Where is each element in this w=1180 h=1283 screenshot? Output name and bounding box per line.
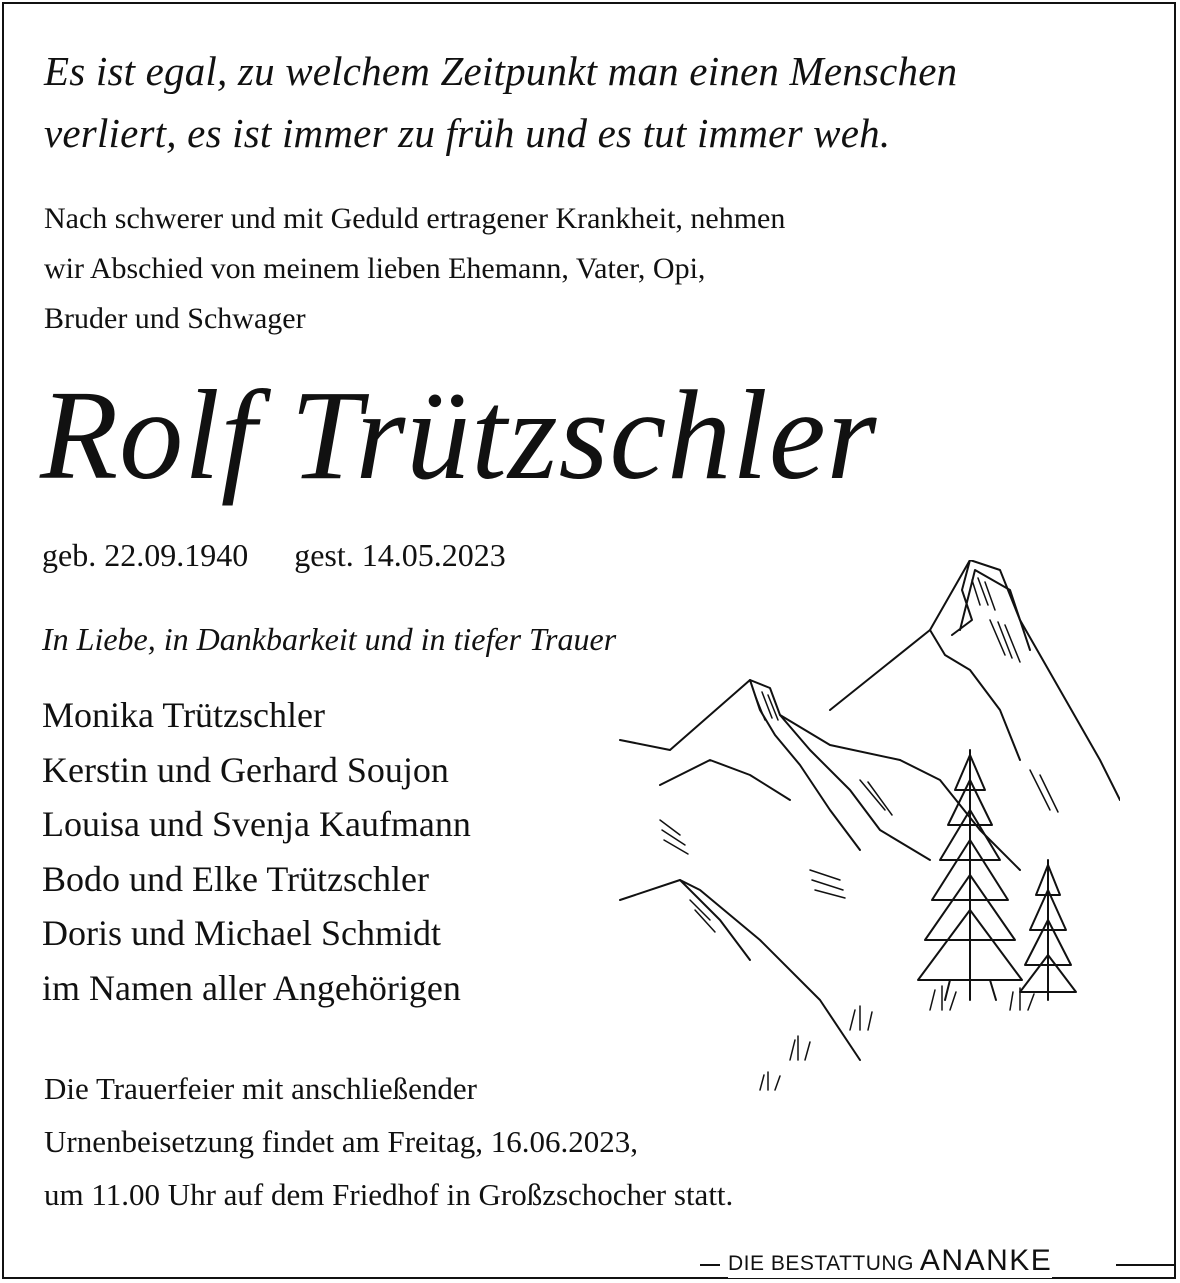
- footer-rule-right: [1116, 1264, 1176, 1266]
- funeral-home-logo: [728, 1244, 1052, 1278]
- ceremony-line-1: Die Trauerfeier mit anschließender: [44, 1071, 477, 1106]
- footer-rule-left: [700, 1264, 720, 1266]
- mourner-item: im Namen aller Angehörigen: [42, 967, 461, 1008]
- mourner-item: Louisa und Svenja Kaufmann: [42, 804, 471, 844]
- life-dates: [42, 530, 506, 580]
- ceremony-line-2: Urnenbeisetzung findet am Freitag, 16.06.2023,: [44, 1124, 639, 1159]
- footer-brand: ANANKE: [919, 1244, 1053, 1277]
- intro-line-2: wir Abschied von meinem lieben Ehemann, Vater, Opi,: [44, 252, 706, 285]
- mourner-item: Kerstin und Gerhard Soujon: [42, 749, 449, 790]
- mountain-landscape-icon: [600, 560, 1120, 1100]
- mourners-list: [42, 688, 471, 1015]
- ceremony-info: [44, 1062, 733, 1221]
- intro-text: [44, 194, 1144, 344]
- footer-prefix: DIE BESTATTUNG: [728, 1252, 914, 1275]
- mourner-item: Bodo und Elke Trützschler: [42, 858, 429, 899]
- birth-date: geb. 22.09.1940: [42, 537, 249, 573]
- opening-quote: [44, 40, 1144, 164]
- intro-line-3: Bruder und Schwager: [44, 302, 306, 335]
- dedication-line: In Liebe, in Dankbarkeit und in tiefer Trauer: [42, 621, 617, 657]
- quote-line-1: Es ist egal, zu welchem Zeitpunkt man einen Menschen: [44, 48, 958, 94]
- intro-line-1: Nach schwerer und mit Geduld ertragener Krankheit, nehmen: [44, 202, 786, 235]
- quote-line-2: verliert, es ist immer zu früh und es tut immer weh.: [44, 110, 891, 156]
- mourner-item: Doris und Michael Schmidt: [42, 913, 441, 953]
- death-date: gest. 14.05.2023: [294, 537, 506, 573]
- deceased-name: Rolf Trützschler: [40, 364, 878, 506]
- ceremony-line-3: um 11.00 Uhr auf dem Friedhof in Großzschocher statt.: [44, 1177, 734, 1212]
- mourner-item: Monika Trützschler: [42, 695, 325, 735]
- footer-branding: [700, 1242, 1178, 1282]
